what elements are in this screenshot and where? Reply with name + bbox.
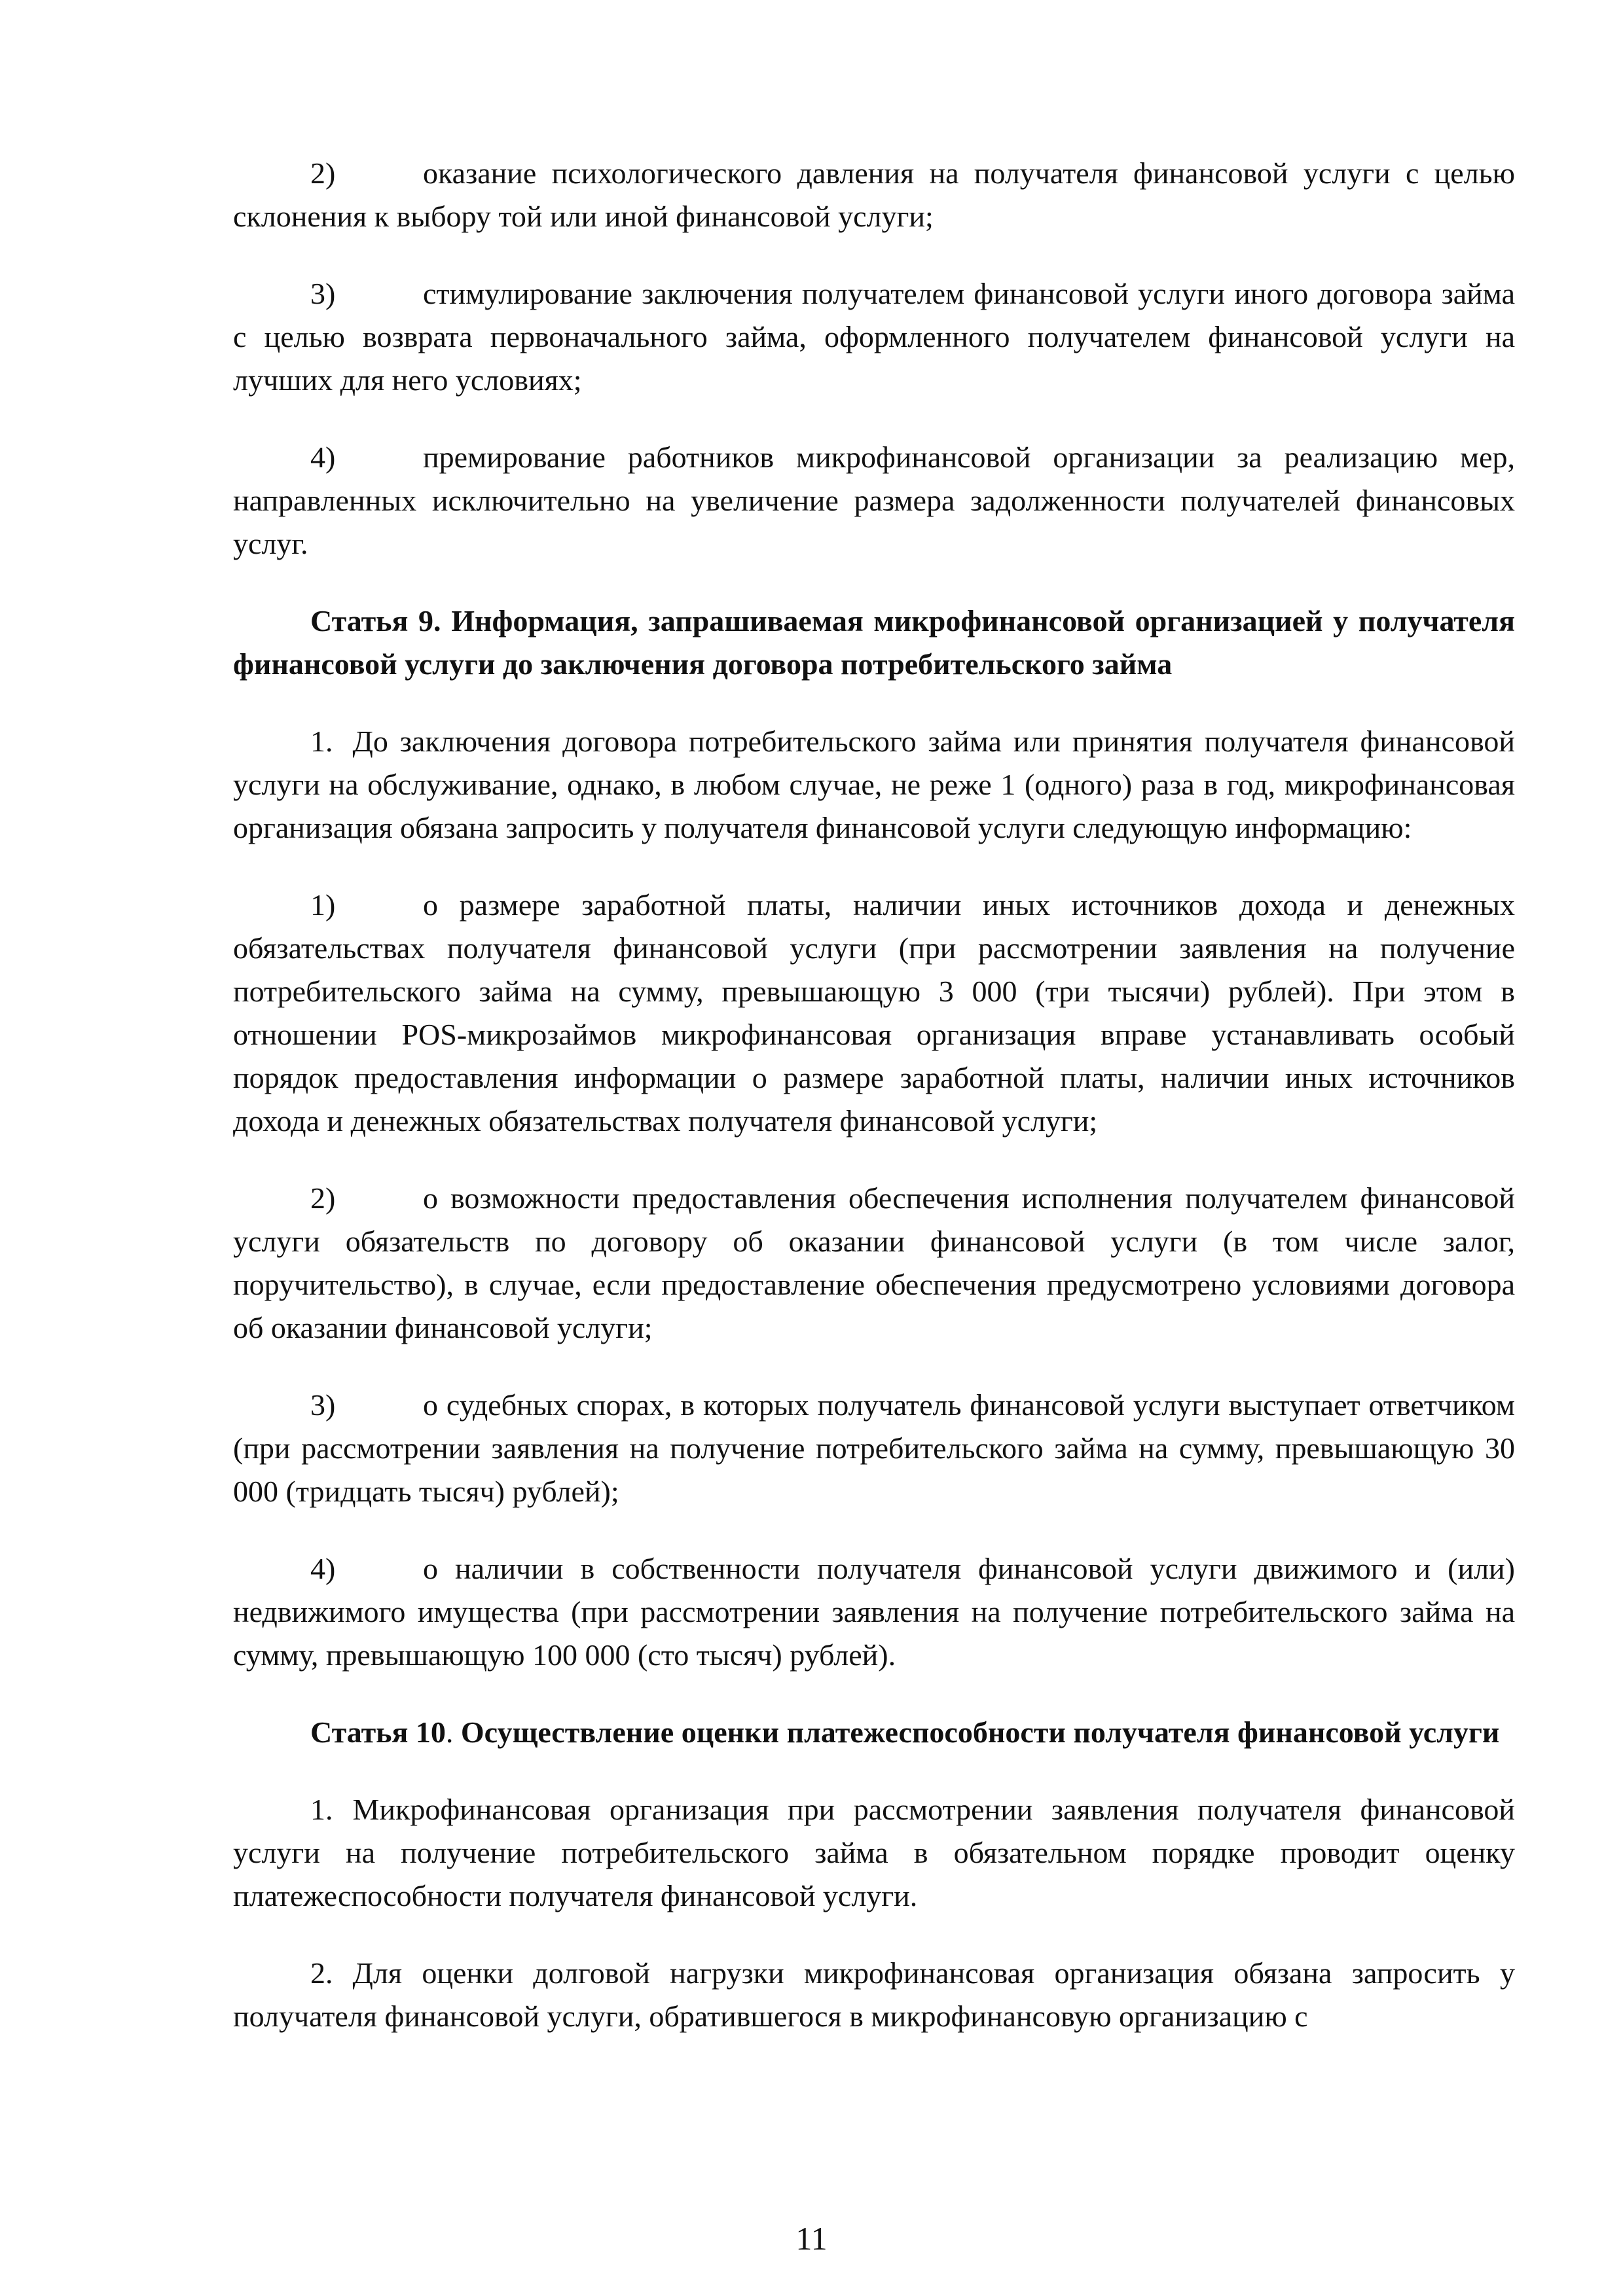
page-number: 11: [795, 2220, 828, 2257]
item-text: премирование работников микрофинансовой организации за реализацию мер, направленных исключительно на увеличение размера задолженности получателей финансовых услуг.: [233, 440, 1515, 560]
document-page: [233, 152, 1515, 2038]
item-number: 4): [310, 440, 336, 474]
item-text: о наличии в собственности получателя финансовой услуги движимого и (или) недвижимого имущества (при рассмотрении заявления на получение потребительского займа на сумму, превышающую 100 000 (сто тысяч) рублей).: [233, 1552, 1515, 1672]
paragraph: [233, 720, 1515, 850]
item-number: 2): [310, 156, 336, 190]
article-10-title: Осуществление оценки платежеспособности получателя финансовой услуги: [460, 1715, 1500, 1749]
paragraph: [233, 1788, 1515, 1918]
paragraph-number: 1.: [310, 1793, 333, 1826]
paragraph-text: До заключения договора потребительского займа или принятия получателя финансовой услуги на обслуживание, однако, в любом случае, не реже 1 (одного) раза в год, микрофинансовая организация обязана запросить у получателя финансовой услуги следующую информацию:: [233, 725, 1515, 844]
article-10-heading: [233, 1711, 1515, 1754]
item-number: 4): [310, 1552, 336, 1585]
article-9-heading: Статья 9. Информация, запрашиваемая микрофинансовой организацией у получателя финансовой услуги до заключения договора потребительского займа: [233, 604, 1515, 681]
paragraph-text: Микрофинансовая организация при рассмотрении заявления получателя финансовой услуги на получение потребительского займа в обязательном порядке проводит оценку платежеспособности получателя финансовой услуги.: [233, 1793, 1515, 1912]
item-text: о размере заработной платы, наличии иных источников дохода и денежных обязательствах получателя финансовой услуги (при рассмотрении заявления на получение потребительского займа на сумму, превышающую 3 000 (три тысячи) рублей). При этом в отношении POS-микрозаймов микрофинансовая организация вправе устанавливать особый порядок предоставления информации о размере заработной платы, наличии иных источников дохода и денежных обязательствах получателя финансовой услуги;: [233, 888, 1515, 1138]
item-number: 3): [310, 277, 336, 310]
list-item: [233, 152, 1515, 238]
item-number: 3): [310, 1388, 336, 1422]
article-10-label: Статья 10: [310, 1715, 446, 1749]
list-item: [233, 884, 1515, 1143]
list-item: [233, 272, 1515, 402]
item-text: о возможности предоставления обеспечения исполнения получателем финансовой услуги обязательств по договору об оказании финансовой услуги (в том числе залог, поручительство), в случае, если предоставление обеспечения предусмотрено условиями договора об оказании финансовой услуги;: [233, 1181, 1515, 1344]
item-number: 2): [310, 1181, 336, 1215]
item-number: 1): [310, 888, 336, 922]
paragraph-number: 2.: [310, 1956, 333, 1990]
item-text: о судебных спорах, в которых получатель финансовой услуги выступает ответчиком (при рассмотрении заявления на получение потребительского займа на сумму, превышающую 30 000 (тридцать тысяч) рублей);: [233, 1388, 1515, 1508]
list-item: [233, 1384, 1515, 1513]
item-text: оказание психологического давления на получателя финансовой услуги с целью склонения к выбору той или иной финансовой услуги;: [233, 156, 1515, 233]
paragraph-text: Для оценки долговой нагрузки микрофинансовая организация обязана запросить у получателя финансовой услуги, обратившегося в микрофинансовую организацию с: [233, 1956, 1515, 2033]
list-item: [233, 436, 1515, 565]
list-item: [233, 1547, 1515, 1677]
paragraph: [233, 1952, 1515, 2038]
list-item: [233, 1177, 1515, 1350]
item-text: стимулирование заключения получателем финансовой услуги иного договора займа с целью возврата первоначального займа, оформленного получателем финансовой услуги на лучших для него условиях;: [233, 277, 1515, 397]
paragraph-number: 1.: [310, 725, 333, 758]
heading-separator: .: [445, 1715, 454, 1749]
